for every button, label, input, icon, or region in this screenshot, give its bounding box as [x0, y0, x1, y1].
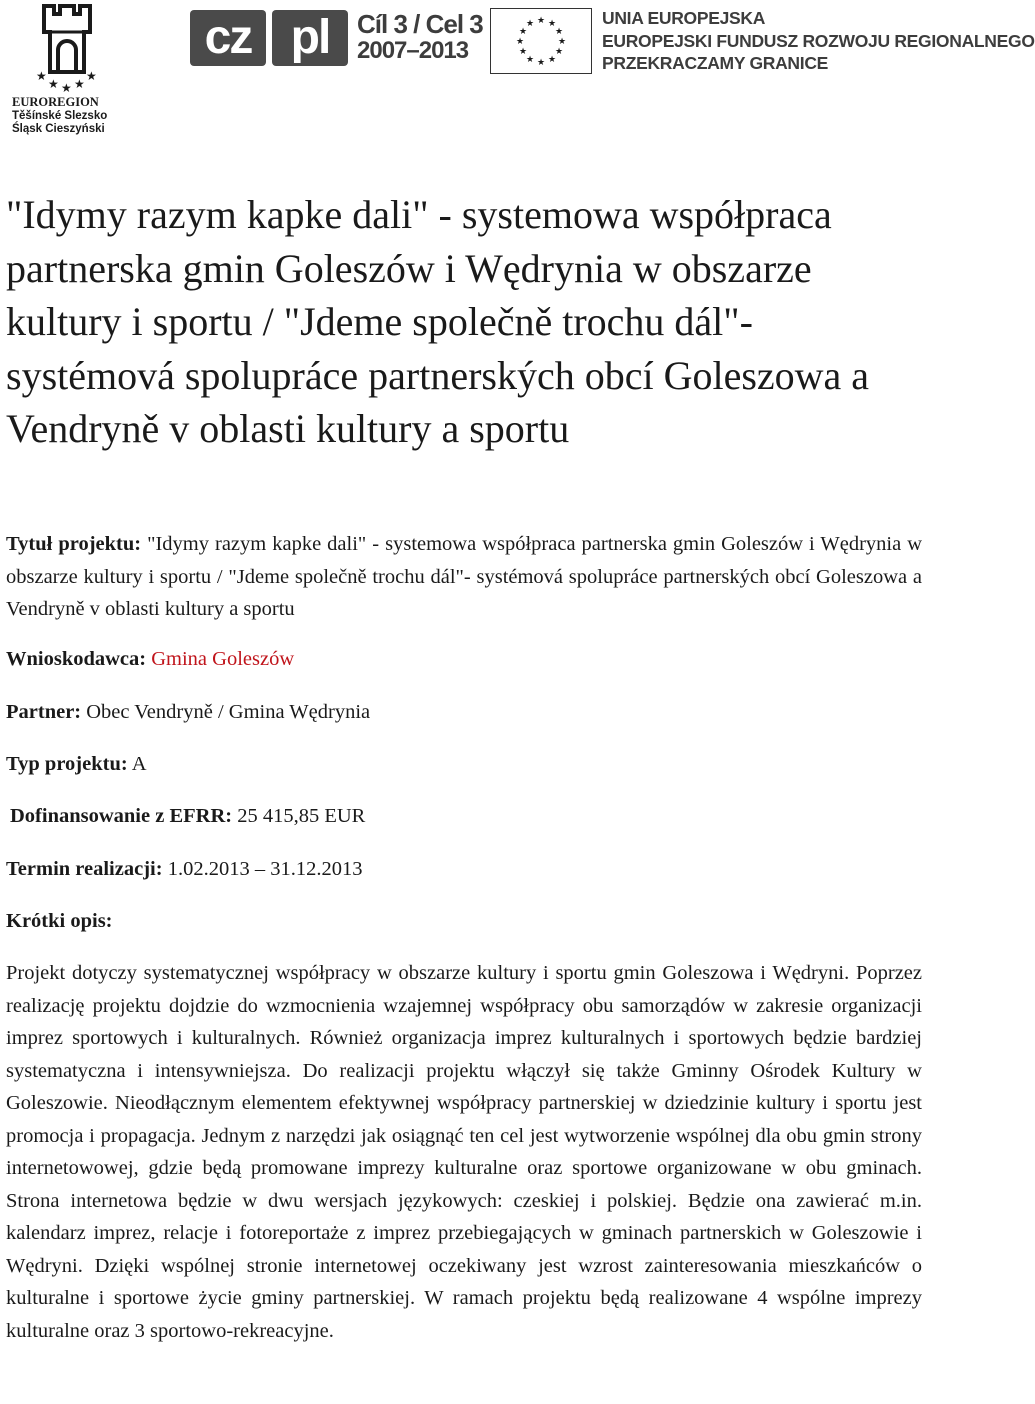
euroregion-name: EUROREGION: [12, 95, 99, 109]
svg-text:★: ★: [86, 69, 97, 83]
svg-text:★: ★: [74, 77, 85, 91]
field-label: Typ projektu:: [6, 753, 128, 775]
field-value: 1.02.2013 – 31.12.2013: [167, 858, 363, 880]
field-value: A: [131, 753, 147, 775]
czpl-logo: [190, 10, 350, 66]
field-label: Partner:: [6, 701, 82, 723]
field-funding: [10, 800, 926, 833]
svg-text:★: ★: [526, 19, 535, 29]
svg-text:★: ★: [555, 47, 564, 57]
description-paragraph: Projekt dotyczy systematycznej współpracy w obszarze kultury i sportu gmin Goleszowa i Wędryni. Poprzez realizację projektu dojdzie do wzmocnienia wzajemnej współpracy obu samorządów w zakresie organizacji imprez sportowych i kulturalnych. Również organizacja imprez kulturalnych i sportowych będzie bardziej systematyczna i intensywniejsza. Do realizacji projektu włączył się także Gminny Ośrodek Kultury w Goleszowie. Nieodłącznym elementem efektywnej współpracy partnerskiej w dziedzinie kultury i sportu jest promocja i propagacja. Jednym z narzędzi jak osiągnąć ten cel jest wytworzenie wspólnej dla obu gmin strony internetowowej, gdzie będą promowane imprezy kulturalne oraz sportowe organizowane w obu gminach. Strona internetowa będzie w dwu wersjach językowych: czeskiej i polskiej. Będzie ona zawierać m.in. kalendarz imprez, relacje i fotoreportaże z imprez przebiegających w gminach partnerskich w Goleszowie i Wędryni. Dzięki wspólnej stronie internetowej oczekiwany jest wzrost zainteresowania mieszkańców o kulturalne i sportowe życie gminy partnerskiej. W ramach projektu będą realizowane 4 wspólne imprezy kulturalne oraz 3 sportowo-rekreacyjne.: [6, 962, 922, 1342]
czpl-logo-cz: cz: [190, 10, 266, 66]
field-label: Krótki opis:: [6, 910, 113, 932]
cil-cel-logo: [357, 9, 483, 66]
field-short-description-label: [6, 905, 922, 938]
cil-cel-label: Cíl 3 / Cel 3: [357, 9, 483, 39]
svg-text:★: ★: [537, 58, 546, 68]
header-logos: [0, 0, 1035, 145]
svg-text:★: ★: [519, 47, 528, 57]
field-project-type: [6, 748, 922, 781]
field-label: Dofinansowanie z EFRR:: [10, 805, 233, 827]
svg-text:★: ★: [537, 16, 546, 26]
field-schedule: [6, 853, 922, 886]
euroregion-sub-pl: Śląsk Cieszyński: [12, 123, 105, 135]
euroregion-logo: [8, 2, 124, 140]
field-project-title: [6, 528, 922, 626]
svg-text:★: ★: [558, 37, 567, 47]
page-title: "Idymy razym kapke dali" - systemowa współpraca partnerska gmin Goleszów i Wędrynia w obszarze kultury i sportu / "Jdeme společně trochu dál"- systémová spolupráce partnerských obcí Goleszowa a Vendryně v oblasti kultury a sportu: [6, 192, 870, 452]
svg-text:★: ★: [555, 27, 564, 37]
field-applicant: [6, 643, 922, 676]
svg-text:★: ★: [519, 27, 528, 37]
svg-text:★: ★: [526, 55, 535, 65]
czpl-logo-pl: pl: [272, 10, 348, 66]
field-value: 25 415,85 EUR: [237, 805, 366, 827]
eu-motto-label: PRZEKRACZAMY GRANICE: [602, 53, 829, 73]
svg-text:★: ★: [48, 77, 59, 91]
field-value: Obec Vendryně / Gmina Wędrynia: [86, 701, 371, 723]
euroregion-tower-logo-icon: [30, 2, 104, 94]
applicant-value: Gmina Goleszów: [151, 648, 295, 670]
svg-text:★: ★: [548, 19, 557, 29]
svg-text:★: ★: [548, 55, 557, 65]
field-label: Tytuł projektu:: [6, 533, 142, 555]
eu-union-label: UNIA EUROPEJSKA: [602, 8, 766, 28]
field-label: Termin realizacji:: [6, 858, 163, 880]
field-label: Wnioskodawca:: [6, 648, 147, 670]
euroregion-sub-cz: Těšínské Slezsko: [12, 110, 108, 122]
cil-cel-years: 2007–2013: [357, 37, 469, 64]
svg-text:★: ★: [36, 69, 47, 83]
svg-text:★: ★: [61, 81, 72, 95]
field-partner: [6, 696, 922, 729]
field-value: "Idymy razym kapke dali" - systemowa współpraca partnerska gmin Goleszów i Wędrynia w obszarze kultury i sportu / "Jdeme společně trochu dál"- systémová spolupráce partnerských obcí Goleszowa a Vendryně v oblasti kultury a sportu: [6, 533, 923, 620]
svg-text:★: ★: [516, 37, 525, 47]
eu-fund-label: EUROPEJSKI FUNDUSZ ROZWOJU REGIONALNEGO: [602, 31, 1035, 51]
eu-flag-icon: [490, 8, 592, 74]
